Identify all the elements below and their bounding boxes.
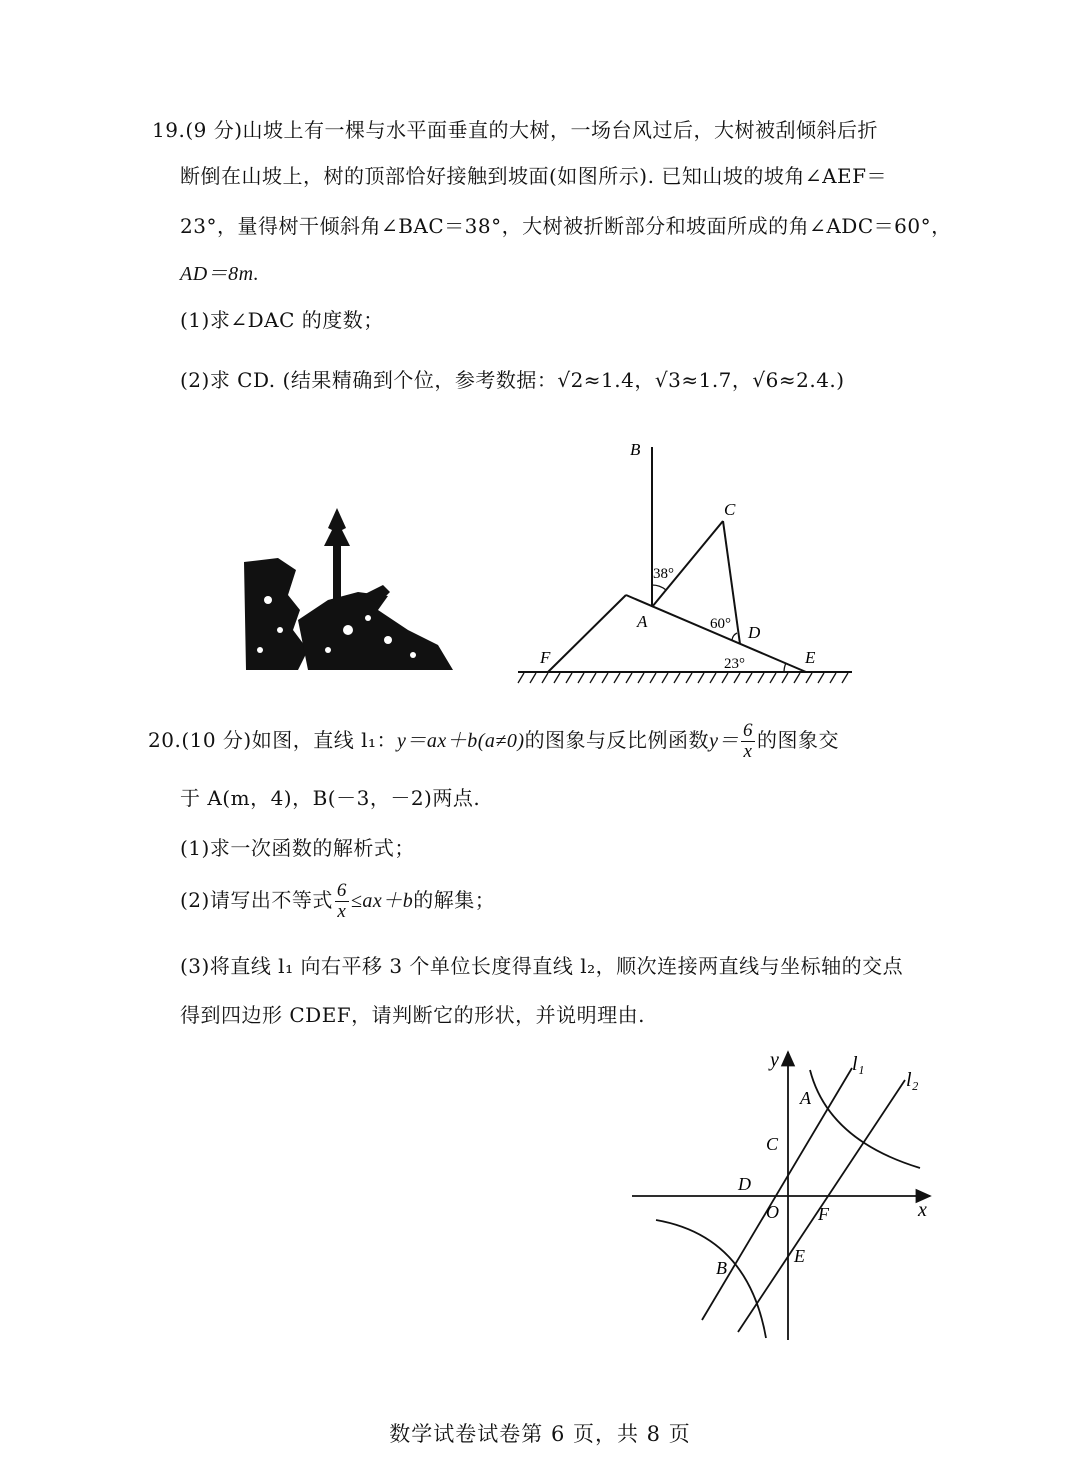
q19-line2: 断倒在山坡上，树的顶部恰好接触到坡面(如图所示). 已知山坡的坡角∠AEF＝ [180,164,887,188]
angle-bac-label: 38° [653,566,674,582]
q20-coordinate-graph [620,1040,950,1340]
angle-adc-label: 60° [710,616,731,632]
ground-hatching [518,673,848,683]
q19-part1: (1)求∠DAC 的度数； [180,308,384,332]
q19-line1 [152,116,878,144]
angle-aef-arc [784,663,786,672]
q20-line1-y: y＝ [709,730,739,752]
q20-part1: (1)求一次函数的解析式； [180,836,415,860]
q19-text-line1: (9 分)山坡上有一棵与水平面垂直的大树，一场台风过后，大树被刮倾斜后折 [185,118,878,142]
q20-part2-fraction: $\frac{6}{x}$ [336,880,347,922]
y-axis-label: y [770,1049,779,1071]
q20-line1-post: 的图象交 [756,728,839,752]
q20-part2-pre: (2)请写出不等式 [180,888,333,912]
page-footer: 数学试卷试卷第 6 页，共 8 页 [389,1422,691,1446]
point-e-label: E [794,1246,805,1266]
q20-number: 20. [148,728,182,752]
q19-line4: AD＝8m. [180,263,260,285]
q19-geometry-figure [510,435,860,690]
point-a-label: A [800,1088,811,1108]
q19-number: 19. [152,118,186,142]
hyperbola-branch-1 [810,1070,920,1168]
q20-part2-post: 的解集； [413,888,496,912]
segment-ac [652,521,723,607]
label-b: B [630,440,641,459]
label-d: D [748,623,761,642]
label-a: A [637,612,648,631]
point-d-label: D [738,1174,751,1194]
q20-line1-pre: (10 分)如图，直线 l₁： [181,728,397,752]
point-b-label: B [716,1258,727,1278]
angle-aef-label: 23° [724,656,745,672]
q20-part2-inequality: ≤ax＋b [350,890,414,912]
l1-label: l₁ [852,1053,865,1075]
point-c-label: C [766,1134,779,1154]
l2-label: l₂ [906,1069,919,1091]
q20-line1-mid: 的图象与反比例函数 [524,728,710,752]
q19-part2: (2)求 CD. (结果精确到个位，参考数据：√2≈1.4，√3≈1.7，√6≈2.4.) [180,368,845,392]
x-axis-label: x [918,1199,927,1221]
label-f: F [540,648,551,667]
label-c: C [724,500,736,519]
tree-debris [298,592,453,670]
q20-line1-equation: y＝ax＋b(a≠0) [397,730,525,752]
q20-line1 [148,720,839,762]
tree-illustration [238,500,458,675]
hyperbola-branch-2 [656,1220,766,1338]
q19-line3: 23°，量得树干倾斜角∠BAC＝38°，大树被折断部分和坡面所成的角∠ADC＝60°， [180,214,952,238]
q20-part3-line1: (3)将直线 l₁ 向右平移 3 个单位长度得直线 l₂，顺次连接两直线与坐标轴的交点 [180,954,904,978]
q20-part2 [180,880,495,922]
angle-adc-arc [732,633,737,640]
label-e: E [805,648,816,667]
tree-shrub-left [244,558,308,670]
point-f-label: F [818,1204,829,1224]
q20-line2: 于 A(m，4)，B(－3，－2)两点. [180,786,481,810]
q20-fraction: $\frac{6}{x}$ [742,720,753,762]
tree-crown [324,508,350,546]
q20-part3-line2: 得到四边形 CDEF，请判断它的形状，并说明理由. [180,1003,646,1027]
origin-label: O [766,1202,779,1222]
slope-left [548,595,626,672]
angle-bac-arc [652,585,666,590]
